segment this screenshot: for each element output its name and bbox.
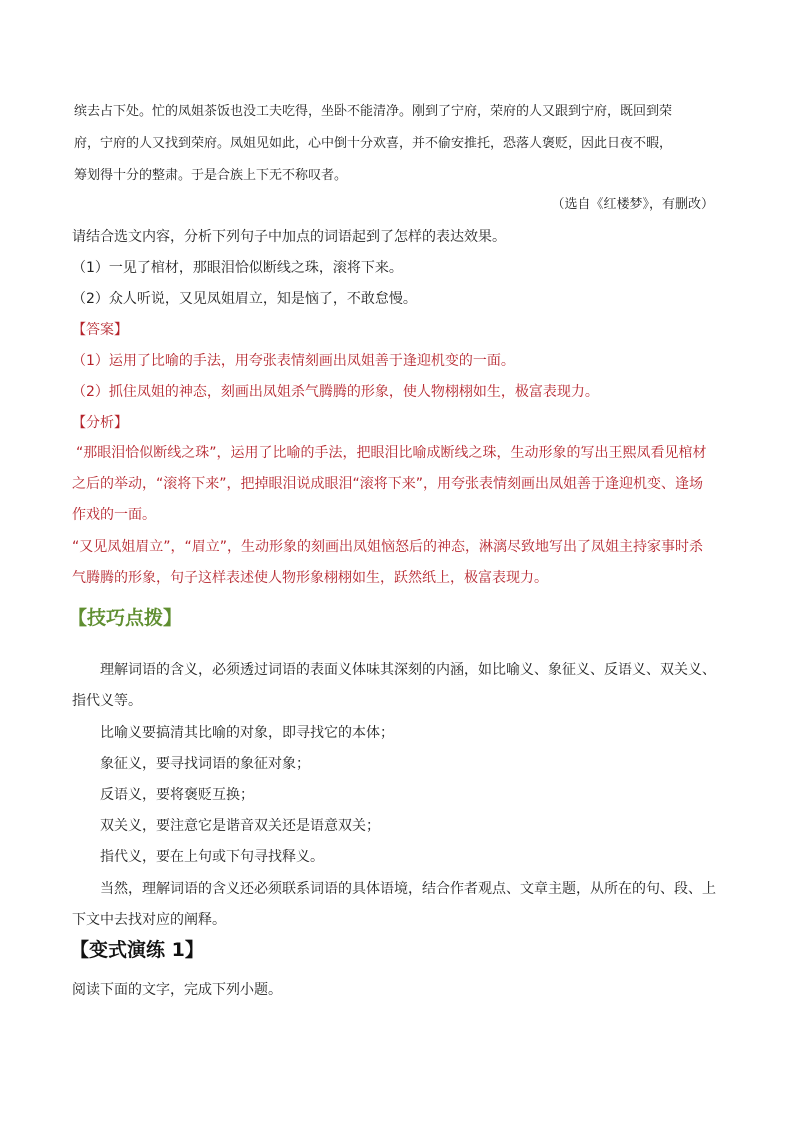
question-item-1: （1）一见了棺材，那眼泪恰似断线之珠，滚将下来。 [72, 260, 403, 276]
tips-line: 理解词语的含义，必须透过词语的表面义体味其深刻的内涵，如比喻义、象征义、反语义、双关义、 [100, 662, 716, 678]
answer-label: 【答案】 [72, 322, 128, 338]
variant-instruction: 阅读下面的文字，完成下列小题。 [72, 982, 282, 998]
variant-heading: 【变式演练 1】 [70, 939, 204, 961]
passage-line: 缤去占下处。忙的凤姐茶饭也没工夫吃得，坐卧不能清净。刚到了宁府，荣府的人又跟到宁府，既回到荣 [74, 104, 673, 119]
answer-item-1: （1）运用了比喻的手法，用夸张表情刻画出凤姐善于逢迎机变的一面。 [72, 353, 515, 369]
answer-item-2: （2）抓住凤姐的神态，刻画出凤姐杀气腾腾的形象，使人物栩栩如生，极富表现力。 [72, 384, 599, 400]
question-prompt: 请结合选文内容，分析下列句子中加点的词语起到了怎样的表达效果。 [72, 229, 506, 245]
tips-line: 指代义，要在上句或下句寻找释义。 [100, 849, 324, 865]
tips-line: 反语义，要将褒贬互换； [100, 787, 254, 803]
tips-line: 象征义，要寻找词语的象征对象； [100, 756, 310, 772]
tips-line: 指代义等。 [72, 693, 142, 709]
analysis-line: “那眼泪恰似断线之珠”，运用了比喻的手法，把眼泪比喻成断线之珠，生动形象的写出王熙凤看见棺材 [76, 445, 707, 461]
analysis-label: 【分析】 [72, 415, 128, 431]
tips-line: 双关义，要注意它是谐音双关还是语意双关； [100, 818, 380, 834]
question-item-2: （2）众人听说，又见凤姐眉立，知是恼了，不敢怠慢。 [72, 291, 417, 307]
tips-line: 比喻义要搞清其比喻的对象，即寻找它的本体； [100, 725, 394, 741]
passage-line: 筹划得十分的整肃。于是合族上下无不称叹者。 [74, 168, 348, 183]
analysis-line: “又见凤姐眉立”，“眉立”，生动形象的刻画出凤姐恼怒后的神态，淋漓尽致地写出了凤姐主持家事时杀 [72, 539, 704, 555]
tips-line: 下文中去找对应的阐释。 [72, 912, 226, 928]
tips-heading: 【技巧点拨】 [68, 607, 183, 629]
passage-line: 府，宁府的人又找到荣府。凤姐见如此，心中倒十分欢喜，并不偷安推托，恐落人褒贬，因此日夜不暇， [74, 136, 673, 151]
analysis-line: 之后的举动，“滚将下来”，把掉眼泪说成眼泪“滚将下来”，用夸张表情刻画出凤姐善于逢迎机变、逢场 [72, 476, 704, 492]
tips-line: 当然，理解词语的含义还必须联系词语的具体语境，结合作者观点、文章主题，从所在的句、段、上 [100, 881, 716, 897]
passage-source: （选自《红楼梦》，有删改） [551, 197, 714, 212]
analysis-line: 气腾腾的形象，句子这样表述使人物形象栩栩如生，跃然纸上，极富表现力。 [72, 570, 548, 586]
analysis-line: 作戏的一面。 [72, 507, 156, 523]
